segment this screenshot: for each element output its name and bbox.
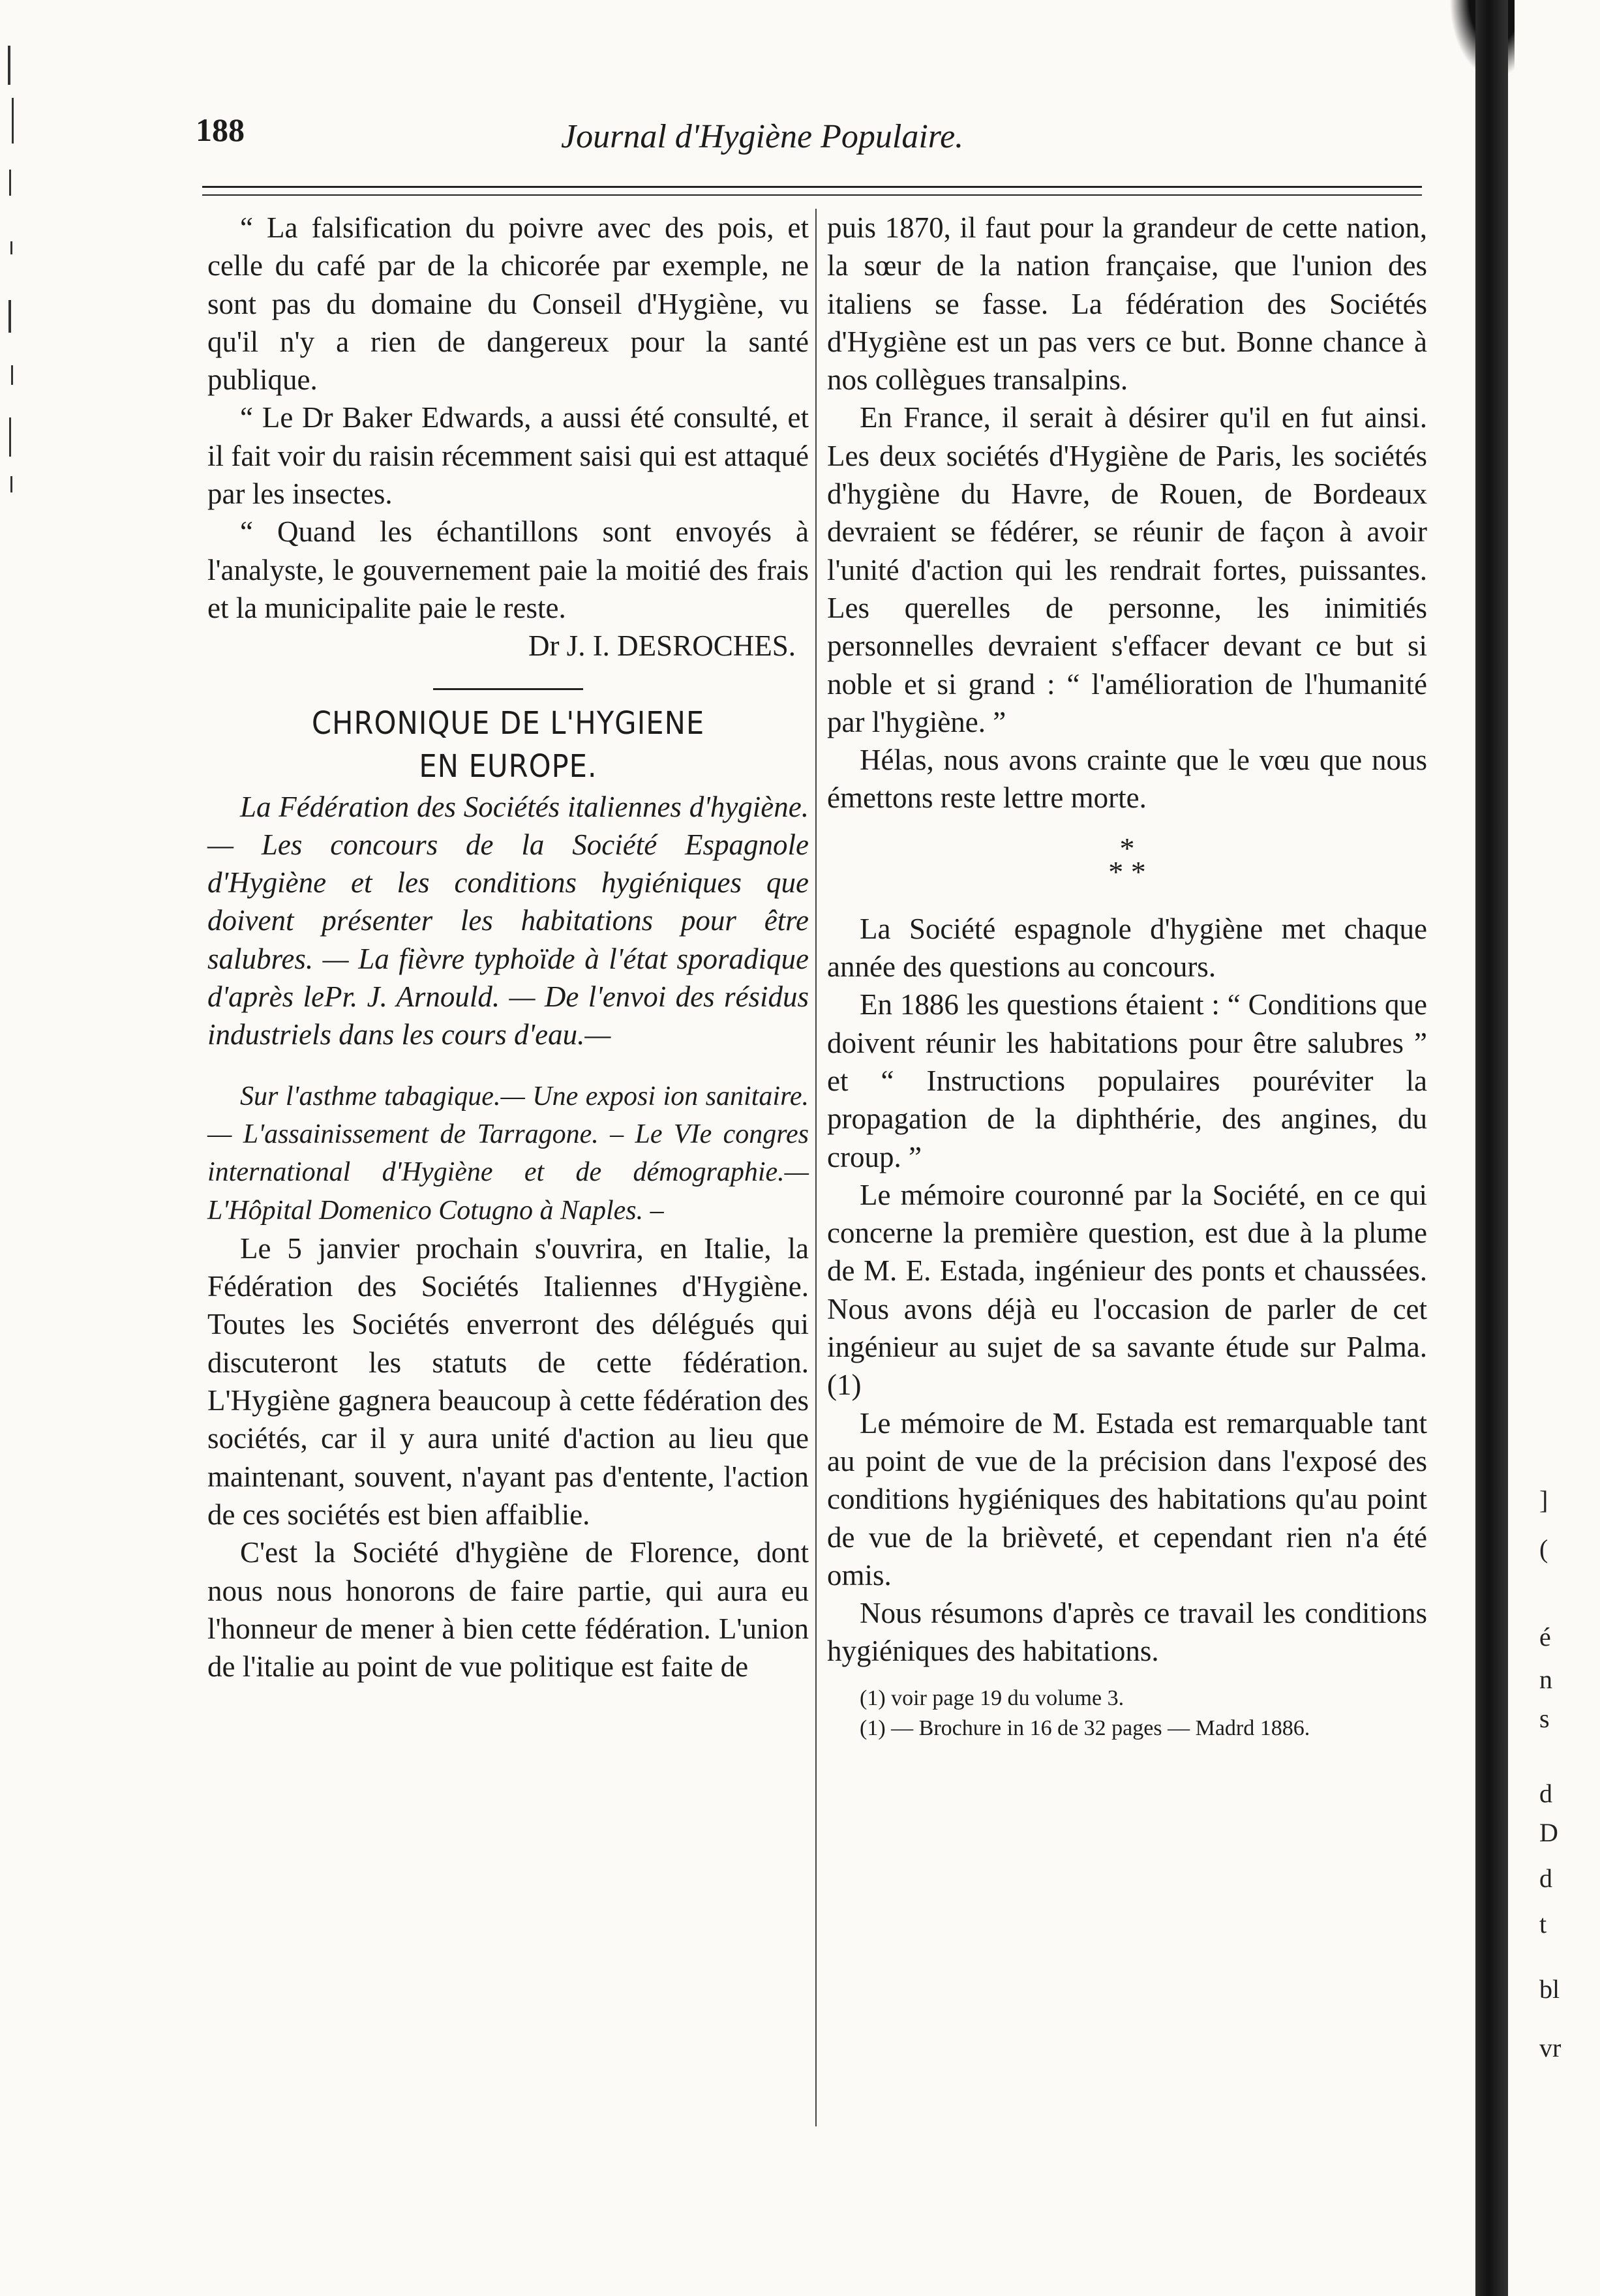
paragraph: puis 1870, il faut pour la grandeur de cette nation, la sœur de la nation française, que l'union des italiens se fasse. La fédération des Sociétés d'Hygiène est un pas vers ce but. Bonne chance à nos collègues transalpins. — [827, 211, 1427, 397]
right-column — [827, 209, 1427, 1744]
bleed-char: n — [1539, 1665, 1552, 1694]
paragraph: La Société espagnole d'hygiène met chaque année des questions au concours. — [827, 912, 1427, 984]
section-subtitle: EN EUROPE. — [419, 748, 597, 785]
bleed-char: bl — [1539, 1974, 1560, 2004]
paragraph: Le 5 janvier prochain s'ouvrira, en Italie, la Fédération des Sociétés Italiennes d'Hygiène. Toutes les Sociétés enverront des délégués qui discuteront les statuts de cette fédération. L'Hygiène gagnera beaucoup à cette fédération des sociétés, car il y aura unité d'action au lieu que maintenant, souvent, n'ayant pas d'entente, l'action de ces sociétés est bien affaiblie. — [207, 1231, 809, 1531]
left-column — [207, 209, 809, 1685]
asterism-star: * — [1119, 831, 1135, 865]
paragraph: “ La falsification du poivre avec des pois, et celle du café par de la chicorée par exemple, ne sont pas du domaine du Conseil d'Hygiène, vu qu'il n'y a rien de dangereux pour la santé publique. — [207, 211, 809, 397]
paragraph: C'est la Société d'hygiène de Florence, dont nous nous honorons de faire partie, qui aura eu l'honneur de mener à bien cette fédération. L'union de l'italie au point de vue politique est faite de — [207, 1536, 809, 1684]
paragraph: Nous résumons d'après ce travail les conditions hygiéniques des habitations. — [827, 1597, 1427, 1668]
asterism — [827, 831, 1427, 888]
footnote: (1) — Brochure in 16 de 32 pages — Madrd 1886. — [860, 1715, 1310, 1740]
running-title: Journal d'Hygiène Populaire. — [561, 118, 964, 155]
section-title: CHRONIQUE DE L'HYGIENE — [311, 704, 705, 742]
section-rule — [433, 688, 583, 690]
bleed-char: d — [1539, 1864, 1552, 1893]
asterism-stars: * * — [1108, 854, 1146, 888]
paragraph: Le mémoire couronné par la Société, en ce qui concerne la première question, est due à la plume de M. E. Estada, ingénieur des ponts et chaussées. Nous avons déjà eu l'occasion de parler de cet ingénieur au sujet de sa savante étude sur Palma. (1) — [827, 1178, 1427, 1402]
bleed-char: é — [1539, 1622, 1551, 1652]
section-summary: La Fédération des Sociétés italiennes d'hygiène. — Les concours de la Société Espagnole d'Hygiène et les conditions hygiéniques que doivent présenter les habitations pour être salubres. — La fièvre typhoïde à l'état sporadique d'après lePr. J. Arnould. — De l'envoi des résidus industriels dans les cours d'eau.— — [207, 790, 809, 1051]
paragraph: “ Quand les échantillons sont envoyés à l'analyste, le gouvernement paie la moitié des frais et la municipalite paie le reste. — [207, 515, 809, 624]
paragraph: En France, il serait à désirer qu'il en fut ainsi. Les deux sociétés d'Hygiène de Paris, les sociétés d'hygiène du Havre, de Rouen, de Bordeaux devraient se fédérer, se réunir de façon à avoir l'unité d'action qui les rendrait fortes, puissantes. Les querelles de personne, les inimitiés personnelles devraient s'effacer devant ce but si noble et si grand : “ l'amélioration de l'humanité par l'hygiène. ” — [827, 401, 1427, 738]
bleed-char: ( — [1539, 1534, 1548, 1563]
section-summary-continued: Sur l'asthme tabagique.— Une exposi ion sanitaire.— L'assainissement de Tarragone. – Le VIe congres international d'Hygiène et de démographie.— L'Hôpital Domenico Cotugno à Naples. – — [207, 1081, 809, 1226]
bleed-char: D — [1539, 1818, 1558, 1847]
paragraph: Le mémoire de M. Estada est remarquable tant au point de vue de la précision dans l'exposé des conditions hygiéniques des habitations qu'au point de vue de la brièveté, et cependant rien n'a été omis. — [827, 1406, 1427, 1592]
footnote: (1) voir page 19 du volume 3. — [860, 1685, 1125, 1710]
column-divider — [815, 209, 817, 2126]
paragraph: “ Le Dr Baker Edwards, a aussi été consulté, et il fait voir du raisin récemment saisi qui est attaqué par les insectes. — [207, 401, 809, 511]
bleed-char: ] — [1539, 1485, 1548, 1515]
bleed-char: vr — [1539, 2033, 1562, 2062]
page-number: 188 — [196, 112, 245, 148]
paragraph: En 1886 les questions étaient : “ Conditions que doivent réunir les habitations pour être salubres ” et “ Instructions populaires pouréviter la propagation de la diphthérie, des angines, du croup. ” — [827, 988, 1427, 1173]
paragraph: Hélas, nous avons crainte que le vœu que nous émettons reste lettre morte. — [827, 744, 1427, 815]
page-edge — [1475, 0, 1508, 2296]
header-rule — [202, 186, 1422, 196]
signature: Dr J. I. DESROCHES. — [528, 629, 796, 663]
bleed-char: s — [1539, 1704, 1550, 1733]
bleed-char: t — [1539, 1909, 1547, 1939]
page-header — [196, 104, 1422, 163]
binding-marks — [3, 26, 22, 522]
bleed-char: d — [1539, 1779, 1552, 1808]
